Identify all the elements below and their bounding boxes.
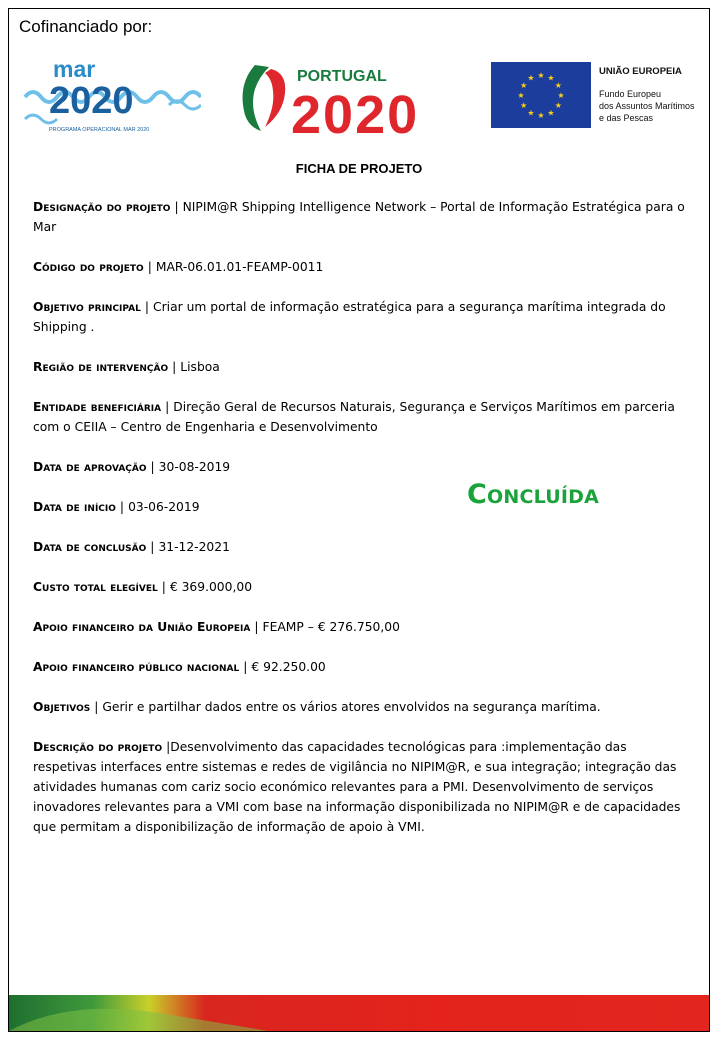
field-value: NIPIM@R Shipping Intelligence Network – Portal de Informação Estratégica para o Mar [33,200,685,234]
field-value: 31-12-2021 [158,540,230,554]
field-national-support [33,657,685,677]
field-label: Objetivo principal [33,300,141,314]
eu-star-icon: ★ [517,91,525,100]
field-separator: | [165,400,170,414]
field-separator: | [254,620,259,634]
field-label: Apoio financeiro da União Europeia [33,620,251,634]
field-label: Data de conclusão [33,540,147,554]
field-total-cost [33,577,685,597]
eu-title: UNIÃO EUROPEIA [599,66,682,77]
field-label: Objetivos [33,700,91,714]
eu-star-icon: ★ [554,81,562,90]
field-separator: | [172,360,177,374]
portugal2020-logo [235,59,461,139]
mar2020-logo [23,55,201,141]
field-separator: | [144,300,150,314]
eu-star-icon: ★ [527,73,535,83]
pt-logo-country: PORTUGAL [297,68,387,85]
field-label: Código do projeto [33,260,144,274]
field-end-date [33,537,685,557]
eu-line-2: dos Assuntos Marítimos [599,101,695,111]
pt-logo-year: 2020 [291,85,420,139]
pt-logo-red-shape [265,69,285,127]
eu-star-icon: ★ [527,108,535,118]
field-approval-date [33,457,685,477]
field-separator: | [174,200,179,214]
footer-banner [9,995,709,1031]
field-separator: | [166,740,171,754]
field-label: Custo total elegível [33,580,158,594]
status-label: Concluída [467,479,600,510]
project-fields [33,197,685,837]
field-separator: | [119,500,125,514]
field-value: Lisboa [180,360,220,374]
document-title: FICHA DE PROJETO [295,161,423,176]
field-value: Direção Geral de Recursos Naturais, Segurança e Serviços Marítimos em parceria com o CEIIA – Centro de Engenharia e Desenvolvimento [33,400,675,434]
eu-star-icon: ★ [547,108,555,118]
field-designation [33,197,685,237]
field-region [33,357,685,377]
eu-star-icon: ★ [520,101,528,110]
field-separator: | [150,540,155,554]
eu-star-icon: ★ [554,101,562,110]
field-beneficiary [33,397,685,437]
field-value: FEAMP – € 276.750,00 [262,620,400,634]
eu-star-icon: ★ [547,73,555,83]
field-value: Desenvolvimento das capacidades tecnológicas para :implementação das respetivas interfaces entre sistemas e redes de vigilância no NIPIM@R, e sua integração; integração das atividades humanas com cariz socio económico relevantes para a PMI. Desenvolvimento de serviços inovadores relevantes para a VMI com base na informação disponibilizada no NIPIM@R e de capacidades que permitam a disponibilização de informação de apoio à VMI. [33,740,681,834]
field-main-objective [33,297,685,337]
field-separator: | [150,460,155,474]
eu-star-icon: ★ [557,91,565,100]
eu-line-1: Fundo Europeu [599,89,662,99]
field-value: 30-08-2019 [158,460,231,474]
mar-logo-subtitle: PROGRAMA OPERACIONAL MAR 2020 [49,127,150,133]
field-separator: | [161,580,166,594]
field-label: Região de intervenção [33,360,169,374]
eu-star-icon: ★ [537,71,545,80]
eu-caption [599,66,695,124]
field-description [33,737,685,837]
field-value: € 369.000,00 [169,580,253,594]
pt-logo-green-shape [243,65,269,131]
field-value: Criar um portal de informação estratégica para a segurança marítima integrada do Shipping . [33,300,666,334]
field-label: Data de início [33,500,116,514]
eu-star-icon: ★ [520,81,528,90]
field-objectives [33,697,685,717]
eu-flag [491,62,591,128]
eu-line-3: e das Pescas [599,113,654,123]
mar-logo-word: mar [53,56,96,82]
field-label: Data de aprovação [33,460,147,474]
cofinanced-label: Cofinanciado por: [19,17,153,36]
field-label: Entidade beneficiária [33,400,162,414]
mar-logo-year: 2020 [49,80,134,122]
page-frame [8,8,710,1032]
field-separator: | [94,700,99,714]
eu-star-icon: ★ [537,111,545,120]
field-value: 03-06-2019 [128,500,200,514]
field-value: Gerir e partilhar dados entre os vários atores envolvidos na segurança marítima. [102,700,601,714]
field-separator: | [147,260,152,274]
field-eu-support [33,617,685,637]
field-separator: | [243,660,248,674]
field-value: MAR-06.01.01-FEAMP-0011 [155,260,324,274]
field-label: Descrição do projeto [33,740,163,754]
field-label: Designação do projeto [33,200,171,214]
field-label: Apoio financeiro público nacional [33,660,240,674]
field-value: € 92.250.00 [251,660,326,674]
field-code [33,257,685,277]
